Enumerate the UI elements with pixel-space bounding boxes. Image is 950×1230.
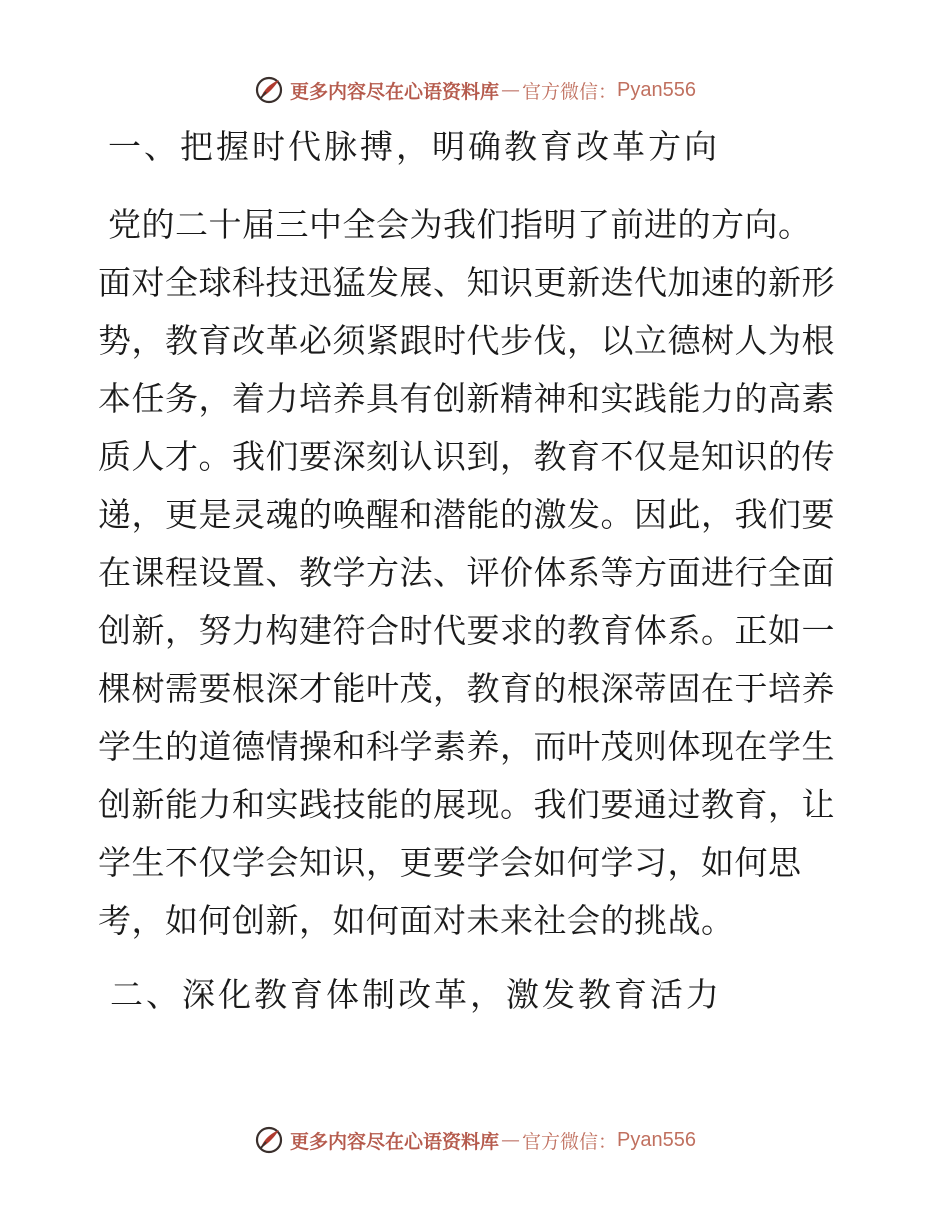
body-line: 本任务，着力培养具有创新精神和实践能力的高素	[98, 379, 835, 418]
body-line: 递，更是灵魂的唤醒和潜能的激发。因此，我们要	[98, 495, 835, 534]
watermark-separator: —	[501, 1129, 521, 1151]
section-body-1	[98, 196, 858, 950]
body-line: 学生的道德情操和科学素养，而叶茂则体现在学生	[98, 727, 835, 766]
body-line: 质人才。我们要深刻认识到，教育不仅是知识的传	[98, 437, 835, 476]
body-line: 学生不仅学会知识，更要学会如何学习，如何思	[98, 843, 802, 882]
quill-logo-icon	[254, 75, 284, 105]
watermark-wechat-id: Pyan556	[617, 1128, 696, 1151]
watermark-wechat-label: 官方微信：	[522, 1130, 618, 1153]
section-heading-1: 一、把握时代脉搏，明确教育改革方向	[108, 127, 720, 166]
body-line: 考，如何创新，如何面对未来社会的挑战。	[98, 901, 735, 940]
body-line: 创新能力和实践技能的展现。我们要通过教育，让	[98, 785, 835, 824]
body-line: 面对全球科技迅猛发展、知识更新迭代加速的新形	[98, 263, 835, 302]
watermark-separator: —	[501, 79, 521, 101]
quill-logo-icon	[254, 1125, 284, 1155]
watermark-wechat-id: Pyan556	[617, 78, 696, 101]
body-line: 创新，努力构建符合时代要求的教育体系。正如一	[98, 611, 835, 650]
watermark-brand: 更多内容尽在心语资料库	[290, 1130, 500, 1153]
body-line: 在课程设置、教学方法、评价体系等方面进行全面	[98, 553, 835, 592]
header-watermark	[0, 70, 950, 110]
section-heading-2: 二、深化教育体制改革，激发教育活力	[110, 975, 722, 1014]
footer-watermark	[0, 1120, 950, 1160]
watermark-brand: 更多内容尽在心语资料库	[290, 80, 500, 103]
body-line: 棵树需要根深才能叶茂，教育的根深蒂固在于培养	[98, 669, 835, 708]
body-line: 势，教育改革必须紧跟时代步伐，以立德树人为根	[98, 321, 835, 360]
watermark-wechat-label: 官方微信：	[522, 80, 618, 103]
body-line: 党的二十届三中全会为我们指明了前进的方向。	[108, 205, 812, 244]
